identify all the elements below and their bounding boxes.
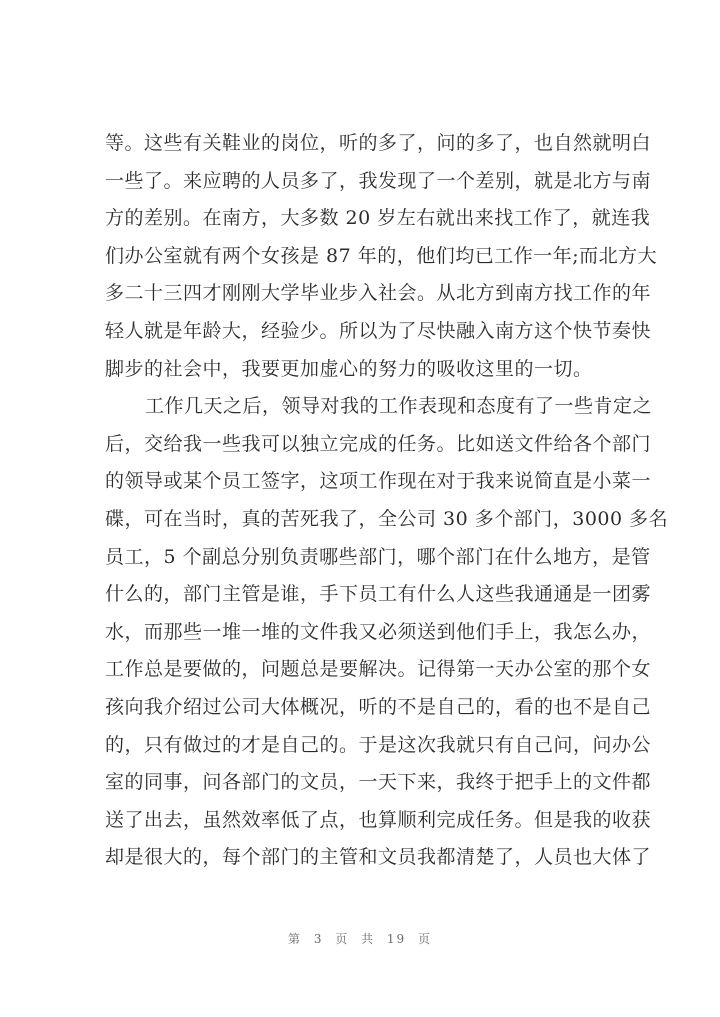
paragraph-2-line-6: 什么的，部门主管是谁，手下员工有什么人这些我通通是一团雾 xyxy=(105,583,652,606)
paragraph-2-line-8: 工作总是要做的，问题总是要解决。记得第一天办公室的那个女 xyxy=(105,658,652,681)
paragraph-1-line-7: 脚步的社会中，我要更加虚心的努力的吸收这里的一切。 xyxy=(105,357,593,380)
paragraph-2-line-3: 的领导或某个员工签字，这项工作现在对于我来说简直是小菜一 xyxy=(105,470,652,493)
paragraph-1-line-5: 多二十三四才刚刚大学毕业步入社会。从北方到南方找工作的年 xyxy=(105,282,652,305)
paragraph-1-line-2: 一些了。来应聘的人员多了，我发现了一个差别，就是北方与南 xyxy=(105,169,652,192)
paragraph-2-line-9: 孩向我介绍过公司大体概况，听的不是自己的，看的也不是自己 xyxy=(105,695,652,718)
paragraph-1-line-6: 轻人就是年龄大，经验少。所以为了尽快融入南方这个快节奏快 xyxy=(105,319,652,342)
paragraph-2-line-5: 员工，5 个副总分别负责哪些部门，哪个部门在什么地方，是管 xyxy=(105,545,651,568)
paragraph-1-line-1: 等。这些有关鞋业的岗位，听的多了，问的多了，也自然就明白 xyxy=(105,132,652,154)
body-text xyxy=(105,125,669,877)
paragraph-2-line-4: 碟，可在当时，真的苦死我了，全公司 30 多个部门，3000 多名 xyxy=(105,507,669,530)
paragraph-2-line-13: 却是很大的，每个部门的主管和文员我都清楚了，人员也大体了 xyxy=(105,846,652,869)
page-number-footer: 第 3 页 共 19 页 xyxy=(288,932,432,946)
paragraph-1-line-4: 们办公室就有两个女孩是 87 年的，他们均已工作一年;而北方大 xyxy=(105,244,658,267)
paragraph-1-line-3: 方的差别。在南方，大多数 20 岁左右就出来找工作了，就连我 xyxy=(105,207,651,230)
paragraph-2-line-12: 送了出去，虽然效率低了点，也算顺利完成任务。但是我的收获 xyxy=(105,808,652,831)
paragraph-2-line-7: 水，而那些一堆一堆的文件我又必须送到他们手上，我怎么办， xyxy=(105,620,652,643)
paragraph-2-line-10: 的，只有做过的才是自己的。于是这次我就只有自己问，问办公 xyxy=(105,733,652,756)
paragraph-2-line-11: 室的同事，问各部门的文员，一天下来，我终于把手上的文件都 xyxy=(105,771,652,794)
paragraph-2-line-1: 工作几天之后，领导对我的工作表现和态度有了一些肯定之 xyxy=(145,395,653,418)
paragraph-2-line-2: 后，交给我一些我可以独立完成的任务。比如送文件给各个部门 xyxy=(105,432,652,455)
